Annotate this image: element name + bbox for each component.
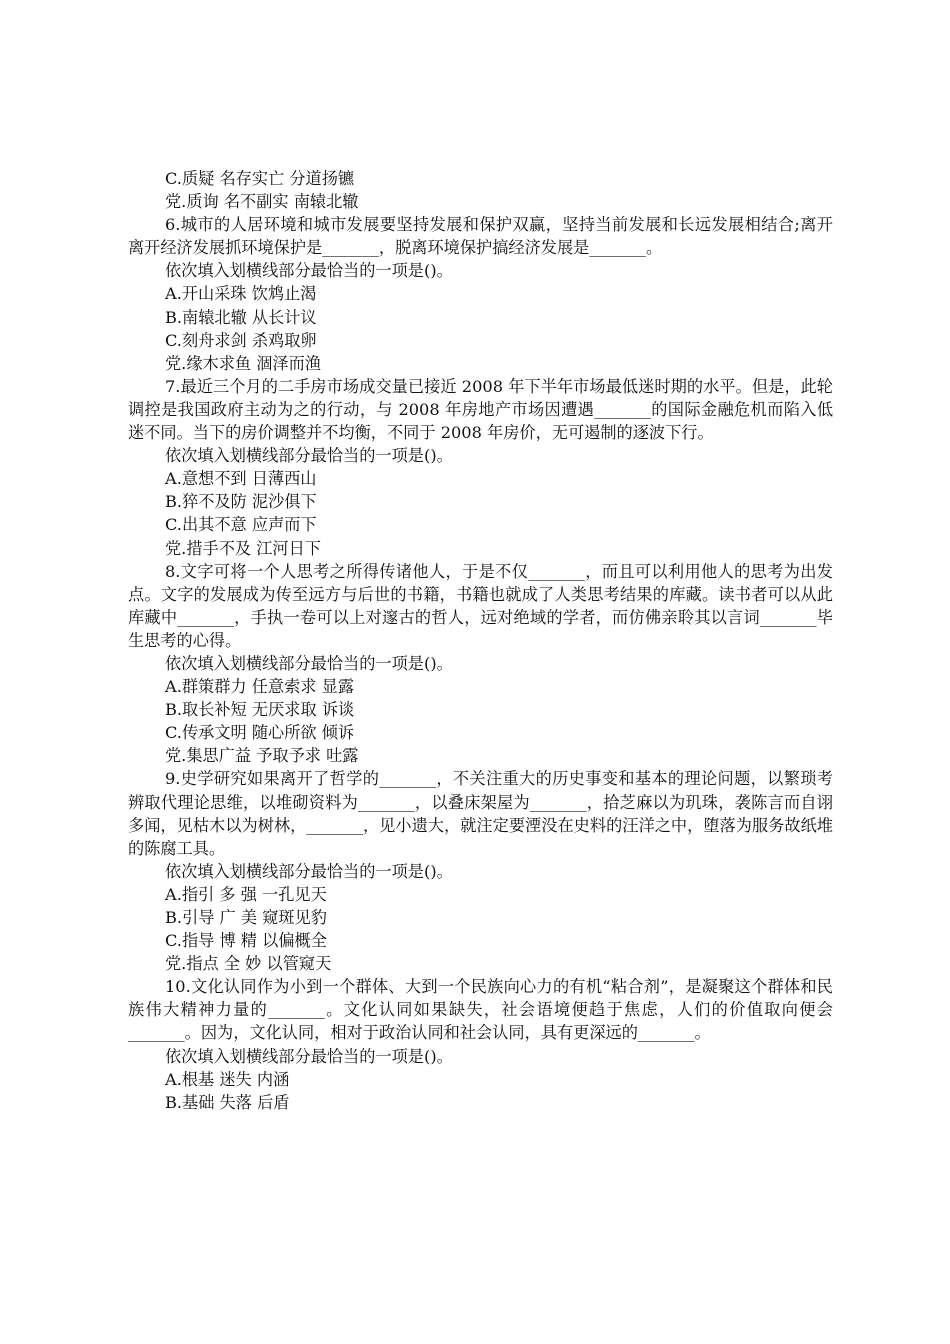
- instruction-line: 依次填入划横线部分最恰当的一项是()。: [165, 861, 453, 881]
- option-line: 党.质询 名不副实 南辕北辙: [165, 192, 359, 212]
- option-line: A.指引 多 强 一孔见天: [165, 884, 327, 904]
- instruction-line: 依次填入划横线部分最恰当的一项是()。: [165, 446, 453, 466]
- question-10: 10.文化认同作为小到一个群体、大到一个民族向心力的有机“粘合剂”，是凝聚这个群体和民族伟大精神力量的_______。文化认同如果缺失，社会语境便趋于焦虑，人们的价值取向便会_______。因为，文化认同，相对于政治认同和社会认同，具有更深远的_______。: [128, 977, 833, 1043]
- option-line: 党.指点 全 妙 以管窥天: [165, 954, 332, 974]
- question-6: 6.城市的人居环境和城市发展要坚持发展和保护双赢，坚持当前发展和长远发展相结合;离开离开经济发展抓环境保护是_______，脱离环境保护搞经济发展是_______。: [128, 215, 833, 258]
- option-line: 党.缘木求鱼 涸泽而渔: [165, 353, 321, 373]
- option-line: C.传承文明 随心所欲 倾诉: [165, 723, 355, 743]
- document-body: [128, 167, 833, 1114]
- option-line: A.根基 迷失 内涵: [165, 1069, 290, 1089]
- option-line: C.质疑 名存实亡 分道扬镳: [165, 169, 355, 188]
- question-9: 9.史学研究如果离开了哲学的_______，不关注重大的历史事变和基本的理论问题，以繁琐考辨取代理论思维，以堆砌资料为_______，以叠床架屋为_______，拾芝麻以为玑珠，袭陈言而自诩多闻，见枯木以为树林，_______，见小遗大，就注定要湮没在史料的汪洋之中，堕落为服务故纸堆的陈腐工具。: [128, 769, 833, 858]
- question-7: 7.最近三个月的二手房市场成交量已接近 2008 年下半年市场最低迷时期的水平。但是，此轮调控是我国政府主动为之的行动，与 2008 年房地产市场因遭遇_______的国际金融危机而陷入低迷不同。当下的房价调整并不均衡，不同于 2008 年房价，无可遏制的逐波下行。: [128, 376, 833, 443]
- option-line: A.意想不到 日薄西山: [165, 469, 317, 489]
- option-line: C.出其不意 应声而下: [165, 515, 317, 535]
- instruction-line: 依次填入划横线部分最恰当的一项是()。: [165, 653, 453, 673]
- option-line: B.猝不及防 泥沙俱下: [165, 492, 317, 512]
- option-line: C.刻舟求剑 杀鸡取卵: [165, 330, 317, 350]
- instruction-line: 依次填入划横线部分最恰当的一项是()。: [165, 261, 453, 281]
- option-line: B.取长补短 无厌求取 诉谈: [165, 700, 355, 720]
- question-8: 8.文字可将一个人思考之所得传诸他人，于是不仅_______，而且可以利用他人的思考为出发点。文字的发展成为传至远方与后世的书籍，书籍也就成了人类思考结果的库藏。读书者可以从此库藏中_______，手执一卷可以上对邃古的哲人，远对绝域的学者，而仿佛亲聆其以言词_______毕生思考的心得。: [128, 561, 833, 650]
- option-line: B.引导 广 美 窥斑见豹: [165, 908, 327, 927]
- option-line: A.开山采珠 饮鸩止渴: [165, 284, 317, 304]
- instruction-line: 依次填入划横线部分最恰当的一项是()。: [165, 1046, 453, 1066]
- option-line: B.南辕北辙 从长计议: [165, 307, 317, 327]
- option-line: 党.措手不及 江河日下: [165, 538, 321, 558]
- option-line: B.基础 失落 后盾: [165, 1092, 290, 1112]
- option-line: 党.集思广益 予取予求 吐露: [165, 746, 359, 766]
- option-line: A.群策群力 任意索求 显露: [165, 677, 355, 697]
- option-line: C.指导 博 精 以偏概全: [165, 931, 327, 951]
